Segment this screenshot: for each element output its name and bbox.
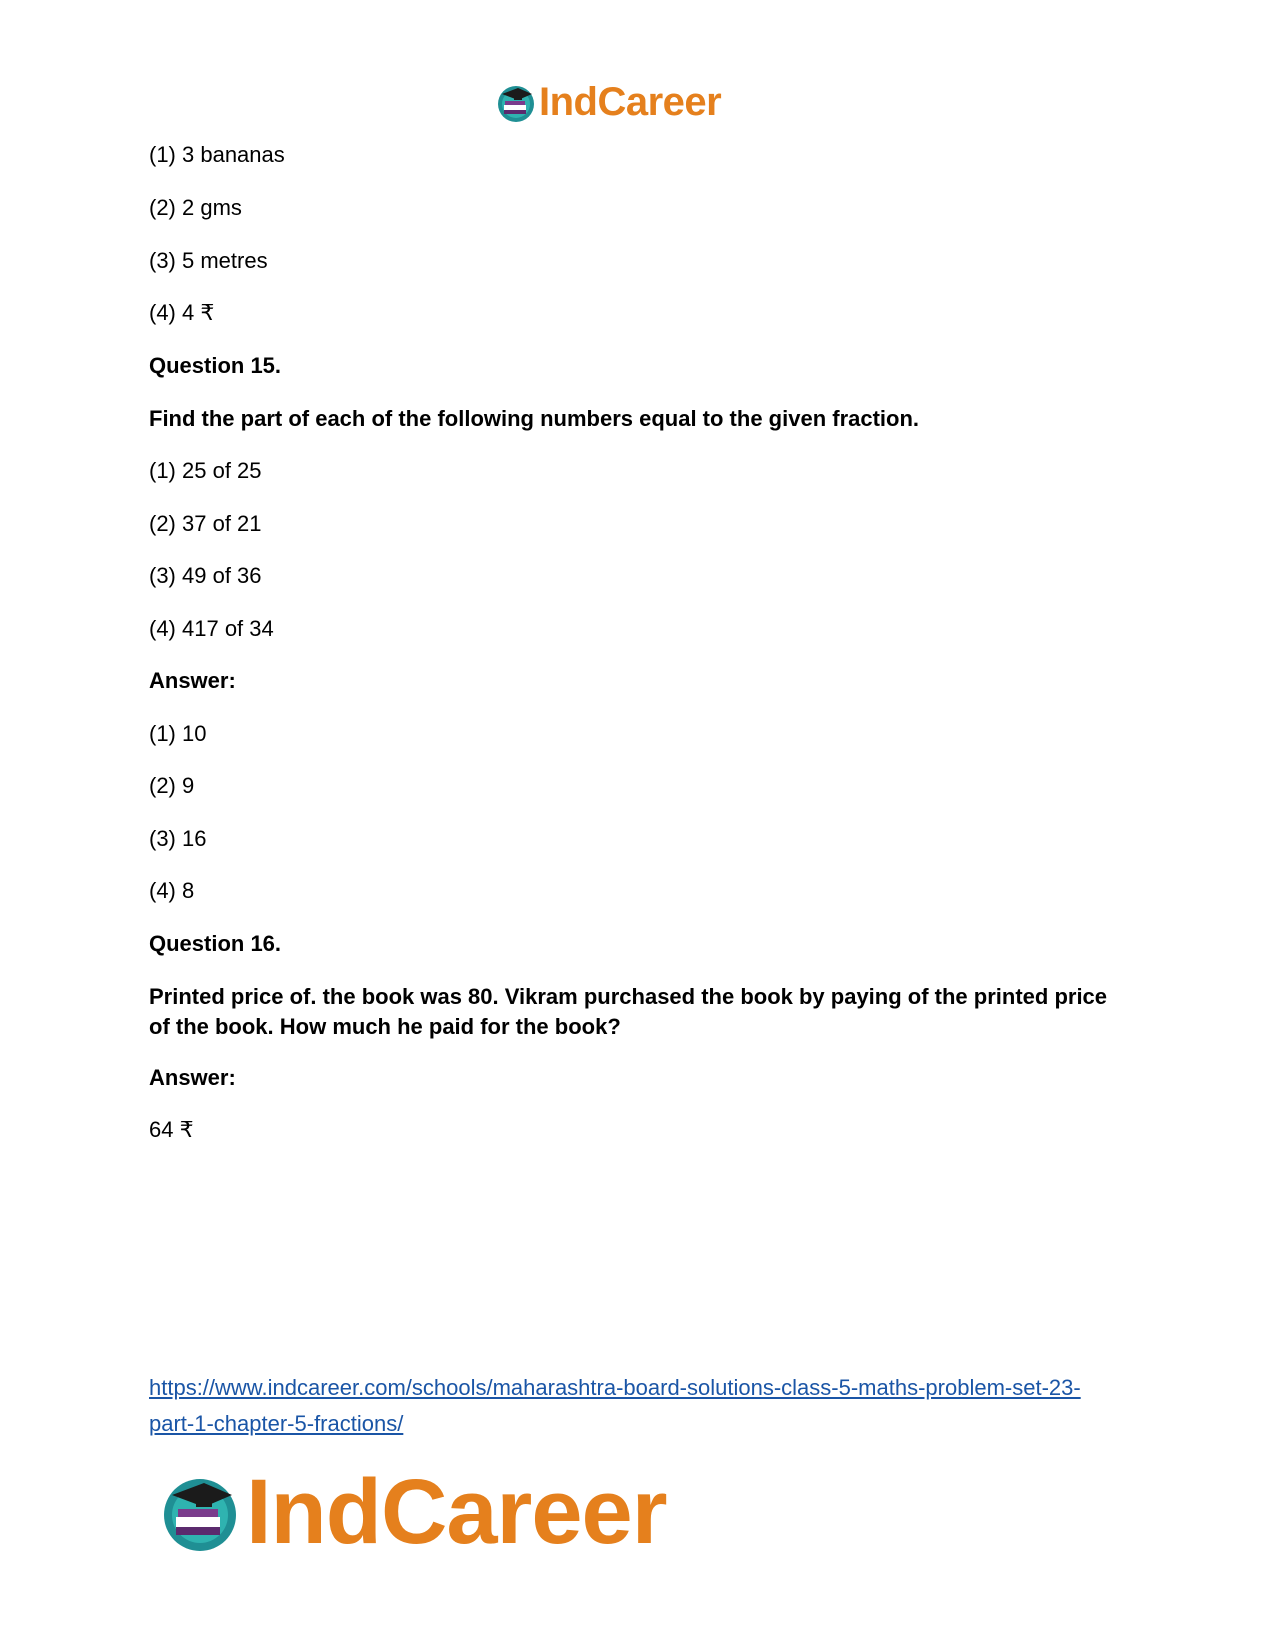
logo-wordmark: IndCareer [539,80,722,124]
question-15-title: Question 15. [149,353,282,378]
question-16-prompt: Printed price of. the book was 80. Vikram purchased the book by paying of the printed price of the book. How much he paid for the book? [149,984,1108,1039]
logo-wordmark: IndCareer [246,1461,667,1563]
answer-label: Answer: [149,668,236,693]
list-item: (2) 37 of 21 [149,511,262,536]
list-item: (4) 417 of 34 [149,616,274,641]
answer-value: 64 ₹ [149,1117,194,1142]
source-link-line[interactable]: part-1-chapter-5-fractions/ [149,1411,404,1436]
source-link-line[interactable]: https://www.indcareer.com/schools/maharashtra-board-solutions-class-5-maths-problem-set-23- [149,1375,1081,1400]
list-item: (2) 2 gms [149,195,242,220]
list-item: (3) 5 metres [149,248,268,273]
list-item: (2) 9 [149,773,195,798]
answer-label: Answer: [149,1065,236,1090]
list-item: (3) 16 [149,826,207,851]
source-link[interactable] [149,1370,1149,1442]
list-item: (1) 3 bananas [149,142,285,167]
list-item: (1) 10 [149,721,207,746]
list-item: (1) 25 of 25 [149,458,262,483]
question-15-prompt: Find the part of each of the following numbers equal to the given fraction. [149,406,920,431]
header-logo [496,80,721,125]
list-item: (4) 4 ₹ [149,300,215,325]
list-item: (4) 8 [149,878,195,903]
graduation-book-icon [160,1473,240,1553]
footer-logo [160,1460,667,1565]
graduation-book-icon [496,83,536,123]
list-item: (3) 49 of 36 [149,563,262,588]
question-16-title: Question 16. [149,931,282,956]
